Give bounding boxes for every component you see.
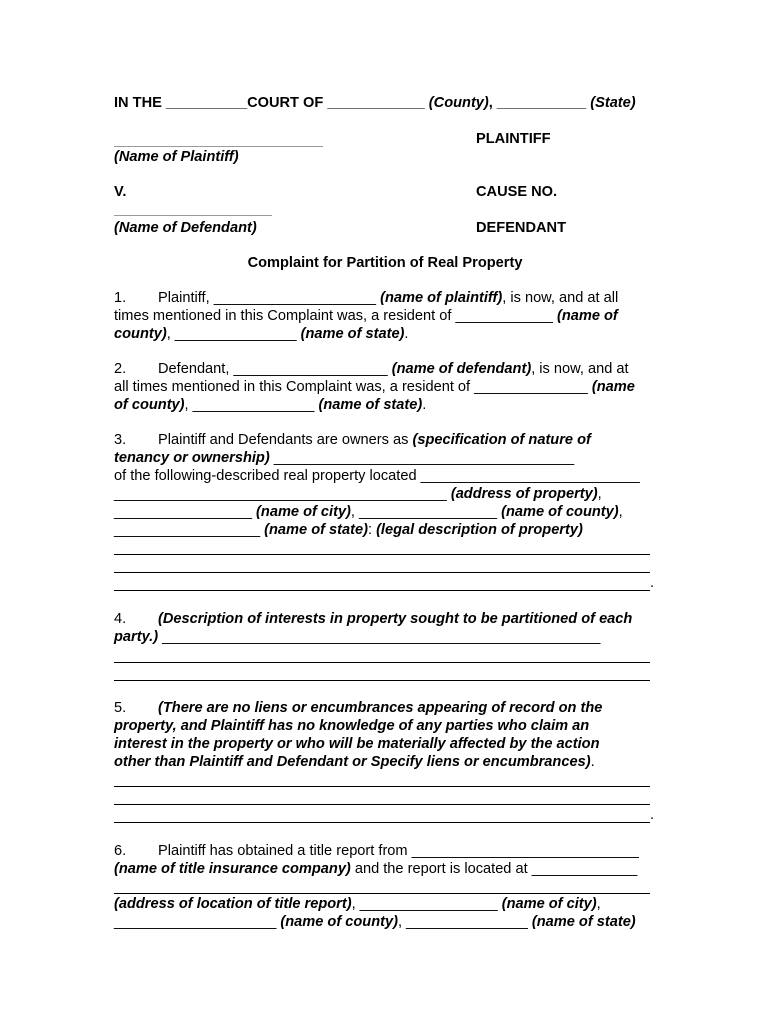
p6-line-1: Plaintiff has obtained a title report from ____________________________ [158, 843, 639, 859]
p2-line-3: of county), _______________ (name of state). [114, 397, 427, 413]
p4-line-2: party.) ______________________________________________________ [114, 629, 601, 645]
p3-blank-line[interactable] [114, 554, 650, 555]
p3-line-6: __________________ (name of state): (legal description of property) [114, 522, 583, 538]
plaintiff-name-hint: (Name of Plaintiff) [114, 149, 239, 165]
cause-no-label: CAUSE NO. [476, 184, 558, 200]
p3-number: 3. [114, 432, 127, 448]
p2-number: 2. [114, 361, 127, 377]
p6-line-3: (address of location of title report), _________________ (name of city), [114, 896, 601, 912]
defendant-name-hint: (Name of Defendant) [114, 220, 257, 236]
p3-blank-line[interactable] [114, 590, 650, 591]
defendant-name-line[interactable] [114, 215, 272, 216]
plaintiff-label: PLAINTIFF [476, 131, 551, 147]
p3-line-4: _________________________________________ (address of property), [114, 486, 602, 502]
p5-blank-line[interactable] [114, 804, 650, 805]
p1-number: 1. [114, 290, 127, 306]
p2-line-2: all times mentioned in this Complaint was, a resident of ______________ (name [114, 379, 635, 395]
p5-blank-line[interactable] [114, 786, 650, 787]
state-blank[interactable]: ___________ [496, 95, 587, 111]
p3-line-5: _________________ (name of city), _________________ (name of county), [114, 504, 623, 520]
p5-line-3: interest in the property or who will be materially affected by the action [114, 736, 600, 752]
p3-line-3: of the following-described real property located ___________________________ [114, 468, 640, 484]
plaintiff-name-line[interactable] [114, 146, 323, 147]
p3-line-1: Plaintiff and Defendants are owners as (specification of nature of [158, 432, 591, 448]
p1-line-2: times mentioned in this Complaint was, a resident of ____________ (name of [114, 308, 618, 324]
p4-number: 4. [114, 611, 127, 627]
p5-number: 5. [114, 700, 127, 716]
defendant-label: DEFENDANT [476, 220, 566, 236]
document-title: Complaint for Partition of Real Property [247, 255, 523, 271]
p4-line-1: (Description of interests in property sought to be partitioned of each [158, 611, 633, 627]
versus-label: V. [114, 184, 127, 200]
p2-line-1: Defendant, ___________________ (name of defendant), is now, and at [158, 361, 629, 377]
p5-line-4: other than Plaintiff and Defendant or Specify liens or encumbrances). [114, 754, 595, 770]
p5-end-period: . [650, 807, 655, 823]
p6-line-2: (name of title insurance company) and the report is located at _____________ [114, 861, 638, 877]
court-name-blank[interactable]: __________ [165, 95, 248, 111]
p6-blank-line[interactable] [114, 893, 650, 894]
p1-line-3: county), _______________ (name of state). [114, 326, 409, 342]
p5-line-2: property, and Plaintiff has no knowledge of any parties who claim an [114, 718, 590, 734]
p3-end-period: . [650, 575, 655, 591]
p3-line-2: tenancy or ownership) _____________________________________ [114, 450, 575, 466]
p6-number: 6. [114, 843, 127, 859]
p4-blank-line[interactable] [114, 680, 650, 681]
county-blank[interactable]: ____________ [327, 95, 425, 111]
p5-line-1: (There are no liens or encumbrances appearing of record on the [158, 700, 603, 716]
p1-line-1: Plaintiff, ____________________ (name of plaintiff), is now, and at all [158, 290, 619, 306]
p4-blank-line[interactable] [114, 662, 650, 663]
p6-line-4: ____________________ (name of county), _______________ (name of state) [114, 914, 636, 930]
p5-blank-line[interactable] [114, 822, 650, 823]
p3-blank-line[interactable] [114, 572, 650, 573]
court-caption: IN THE __________COURT OF ____________ (County), ___________ (State) [114, 95, 636, 111]
